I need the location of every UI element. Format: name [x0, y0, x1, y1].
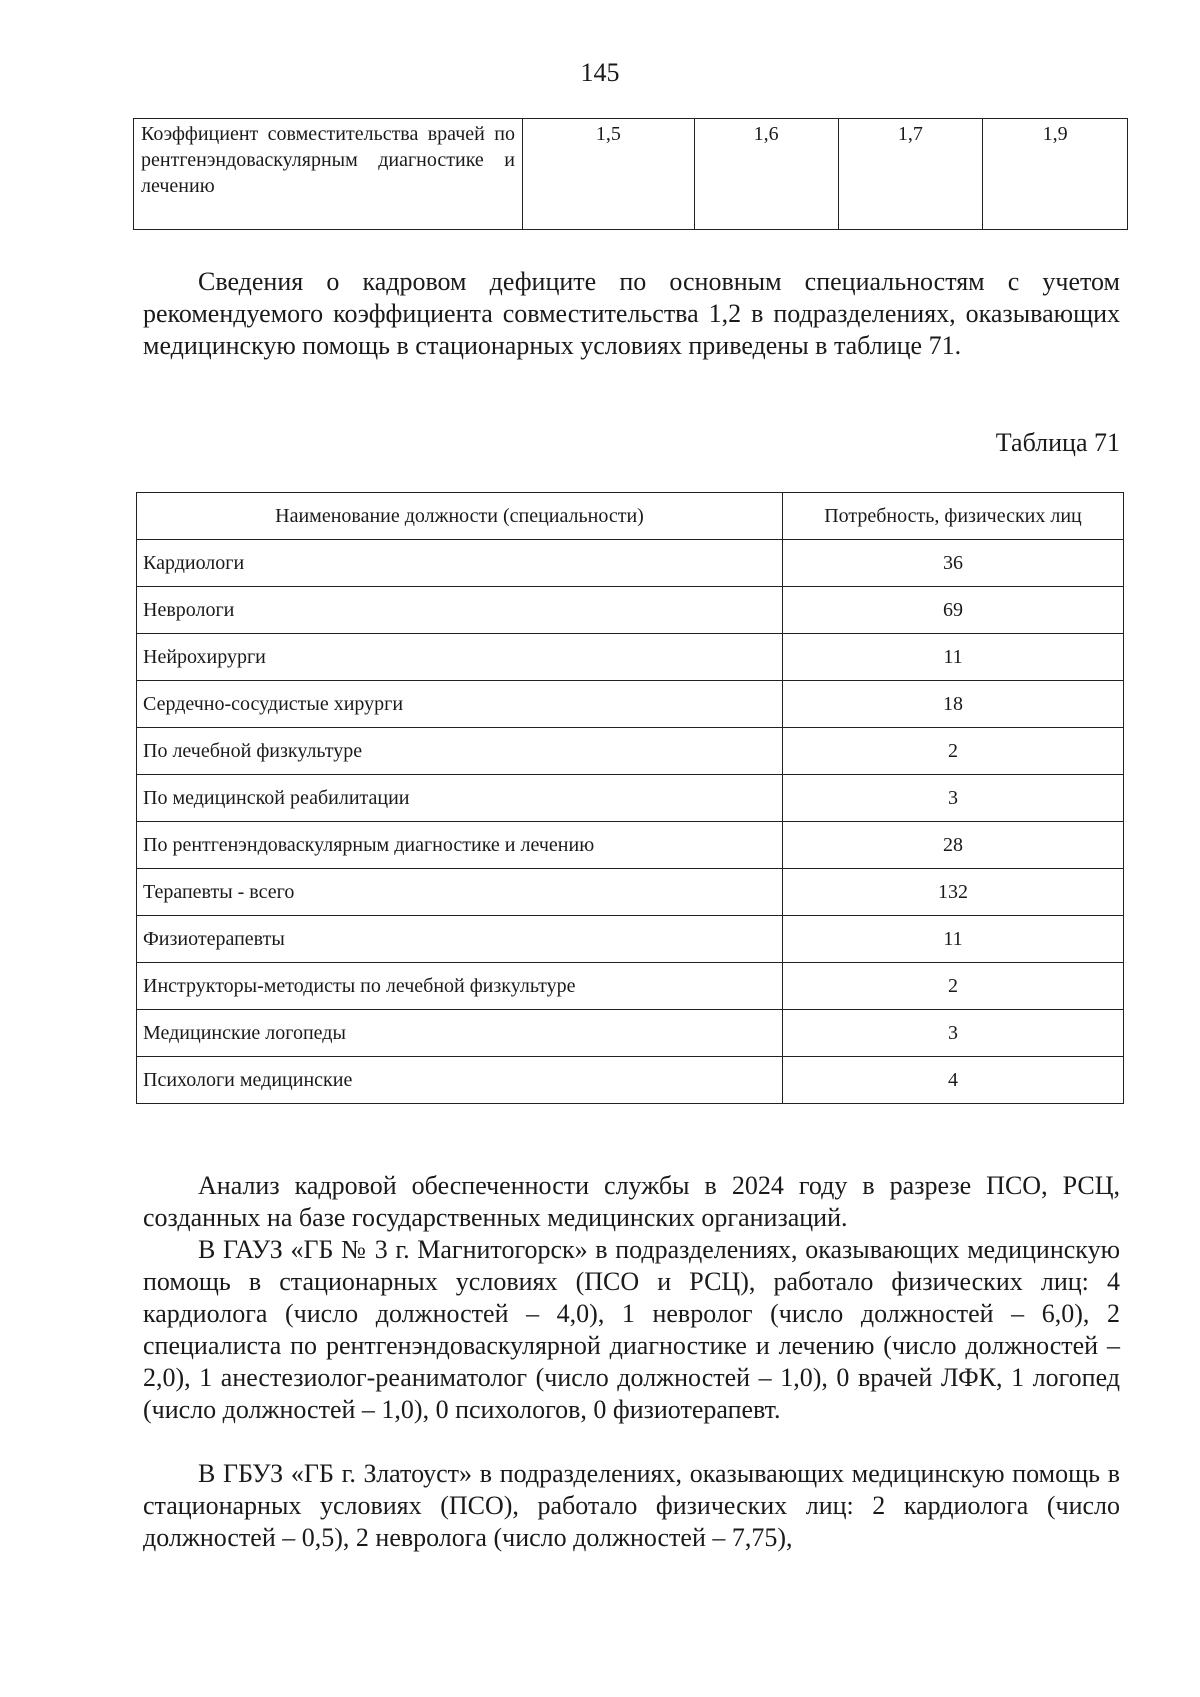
zlatoust-paragraph: В ГБУЗ «ГБ г. Златоуст» в подразделениях, оказывающих медицинскую помощь в стационарных условиях (ПСО), работало физических лиц: 2 кардиолога (число должностей – 0,5), 2 невролога (число должностей – 7,75), [143, 1459, 1120, 1552]
position-name: Сердечно-сосудистые хирурги [137, 681, 783, 728]
need-value: 2 [783, 728, 1124, 775]
position-name: По рентгенэндоваскулярным диагностике и лечению [137, 822, 783, 869]
table-caption: Таблица 71 [995, 428, 1120, 457]
need-value: 132 [783, 869, 1124, 916]
table-row [137, 681, 1124, 728]
position-name: Инструкторы-методисты по лечебной физкультуре [137, 963, 783, 1010]
need-value: 18 [783, 681, 1124, 728]
table-row [137, 1057, 1124, 1104]
need-value: 3 [783, 1010, 1124, 1057]
table-row [137, 540, 1124, 587]
magnitogorsk-paragraph: В ГАУЗ «ГБ № 3 г. Магнитогорск» в подразделениях, оказывающих медицинскую помощь в стационарных условиях (ПСО и РСЦ), работало физических лиц: 4 кардиолога (число должностей – 4,0), 1 невролог (число должностей – 6,0), 2 специалиста по рентгенэндоваскулярной диагностике и лечению (число должностей – 2,0), 1 анестезиолог-реаниматолог (число должностей – 1,0), 0 врачей ЛФК, 1 логопед (число должностей – 1,0), 0 психологов, 0 физиотерапевт. [143, 1235, 1120, 1424]
position-name: Нейрохирурги [137, 634, 783, 681]
need-value: 3 [783, 775, 1124, 822]
need-value: 2 [783, 963, 1124, 1010]
table-row [137, 869, 1124, 916]
position-name: Психологи медицинские [137, 1057, 783, 1104]
position-name: Кардиологи [137, 540, 783, 587]
need-value: 36 [783, 540, 1124, 587]
page-number: 145 [580, 58, 620, 87]
position-name: По лечебной физкультуре [137, 728, 783, 775]
position-name: Неврологи [137, 587, 783, 634]
position-name: По медицинской реабилитации [137, 775, 783, 822]
position-name: Медицинские логопеды [137, 1010, 783, 1057]
position-name: Физиотерапевты [137, 916, 783, 963]
need-value: 4 [783, 1057, 1124, 1104]
need-value: 69 [783, 587, 1124, 634]
column-header-position: Наименование должности (специальности) [137, 493, 783, 540]
table-row [137, 775, 1124, 822]
coefficient-value: 1,6 [694, 119, 838, 230]
need-value: 11 [783, 916, 1124, 963]
table-row [137, 1010, 1124, 1057]
table-row [137, 728, 1124, 775]
table-row [137, 587, 1124, 634]
intro-paragraph: Сведения о кадровом дефиците по основным специальностям с учетом рекомендуемого коэффициента совместительства 1,2 в подразделениях, оказывающих медицинскую помощь в стационарных условиях приведены в таблице 71. [143, 267, 1120, 360]
coefficient-value: 1,5 [522, 119, 694, 230]
need-value: 11 [783, 634, 1124, 681]
coefficient-label: Коэффициент совместительства врачей по рентгенэндоваскулярным диагностике и лечению [134, 119, 523, 230]
coefficient-table [133, 118, 1128, 230]
position-name: Терапевты - всего [137, 869, 783, 916]
table-row [134, 119, 1128, 230]
table-row [137, 822, 1124, 869]
coefficient-value: 1,7 [838, 119, 983, 230]
staffing-needs-table [136, 492, 1124, 1104]
table-header-row [137, 493, 1124, 540]
analysis-paragraph: Анализ кадровой обеспеченности службы в 2024 году в разрезе ПСО, РСЦ, созданных на базе государственных медицинских организаций. [143, 1171, 1120, 1232]
table-row [137, 916, 1124, 963]
table-row [137, 634, 1124, 681]
table-row [137, 963, 1124, 1010]
column-header-need: Потребность, физических лиц [783, 493, 1124, 540]
coefficient-value: 1,9 [983, 119, 1128, 230]
need-value: 28 [783, 822, 1124, 869]
